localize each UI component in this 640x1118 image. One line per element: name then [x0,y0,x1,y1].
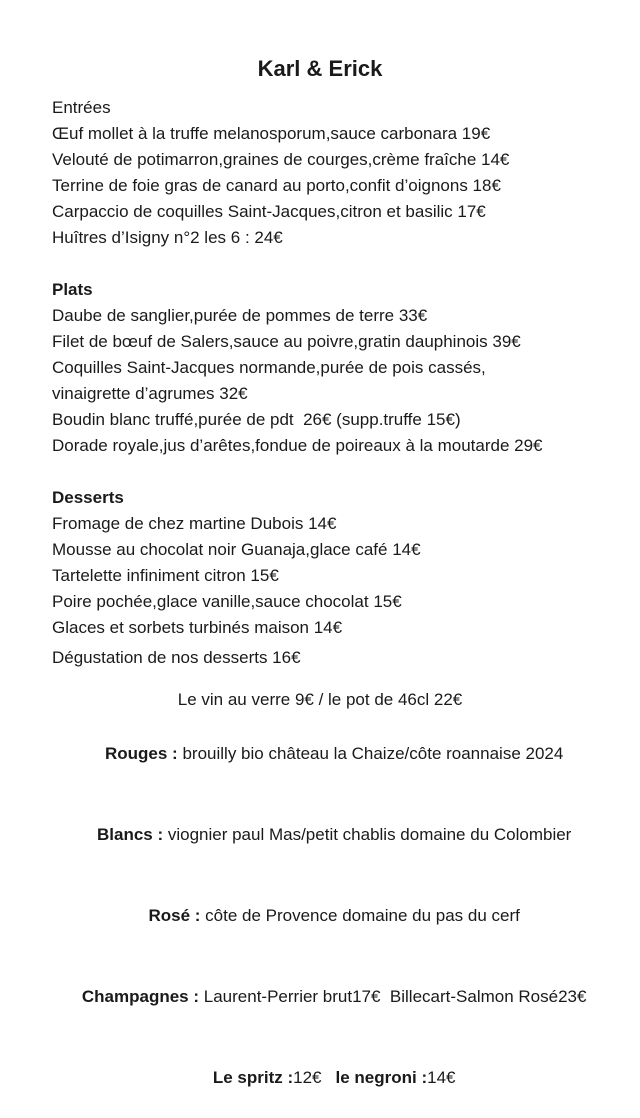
cocktail-price-negroni: 14€ [427,1068,456,1087]
drinks-section [0,686,640,1118]
menu-item: Carpaccio de coquilles Saint-Jacques,citron et basilic 17€ [52,202,486,221]
wine-line-rouges [0,713,640,794]
wine-text-rouges: brouilly bio château la Chaize/côte roannaise 2024 [177,744,564,763]
menu-item: Poire pochée,glace vanille,sauce chocolat 15€ [52,592,402,611]
menu-item: Daube de sanglier,purée de pommes de terre 33€ [52,306,428,325]
menu-title: Karl & Erick [257,56,383,81]
wine-text-blancs: viognier paul Mas/petit chablis domaine du Colombier [163,825,572,844]
menu-item: Velouté de potimarron,graines de courges,crème fraîche 14€ [52,150,510,169]
wine-label-rouges: Rouges : [105,744,178,763]
section-heading-plats: Plats [52,280,93,299]
section-plats [0,277,640,459]
wine-label-blancs: Blancs : [96,825,164,844]
cocktail-price-spritz: 12€ [293,1068,322,1087]
wine-text-champagnes: Laurent-Perrier brut17€ Billecart-Salmon Rosé23€ [199,987,587,1006]
menu-item: Dorade royale,jus d’arêtes,fondue de poireaux à la moutarde 29€ [52,436,543,455]
menu-item: Coquilles Saint-Jacques normande,purée de pois cassés, [52,358,486,377]
menu-item-wrap: vinaigrette d’agrumes 32€ [52,384,248,403]
cocktail-label-spritz: Le spritz : [212,1068,294,1087]
menu-item: Huîtres d’Isigny n°2 les 6 : 24€ [52,228,283,247]
wine-by-glass-line: Le vin au verre 9€ / le pot de 46cl 22€ [177,690,463,709]
menu-item: Mousse au chocolat noir Guanaja,glace café 14€ [52,540,421,559]
menu-item: Terrine de foie gras de canard au porto,confit d’oignons 18€ [52,176,501,195]
wine-line-champagnes [0,956,640,1037]
section-heading-entrees: Entrées [52,98,111,117]
section-desserts [0,485,640,671]
menu-item: Fromage de chez martine Dubois 14€ [52,514,337,533]
cocktail-label-negroni: le negroni : [335,1068,428,1087]
menu-item: Tartelette infiniment citron 15€ [52,566,279,585]
wine-line-blancs [0,794,640,875]
section-entrees [0,95,640,251]
menu-item: Dégustation de nos desserts 16€ [52,648,301,667]
wine-label-rose: Rosé : [148,906,201,925]
wine-text-rose: côte de Provence domaine du pas du cerf [200,906,520,925]
wine-label-champagnes: Champagnes : [81,987,200,1006]
menu-item: Œuf mollet à la truffe melanosporum,sauce carbonara 19€ [52,124,491,143]
menu-item: Filet de bœuf de Salers,sauce au poivre,gratin dauphinois 39€ [52,332,521,351]
menu-item: Boudin blanc truffé,purée de pdt 26€ (supp.truffe 15€) [52,410,461,429]
menu-item: Glaces et sorbets turbinés maison 14€ [52,618,343,637]
wine-line-rose [0,875,640,956]
cocktails-line [0,1037,640,1118]
section-heading-desserts: Desserts [52,488,124,507]
